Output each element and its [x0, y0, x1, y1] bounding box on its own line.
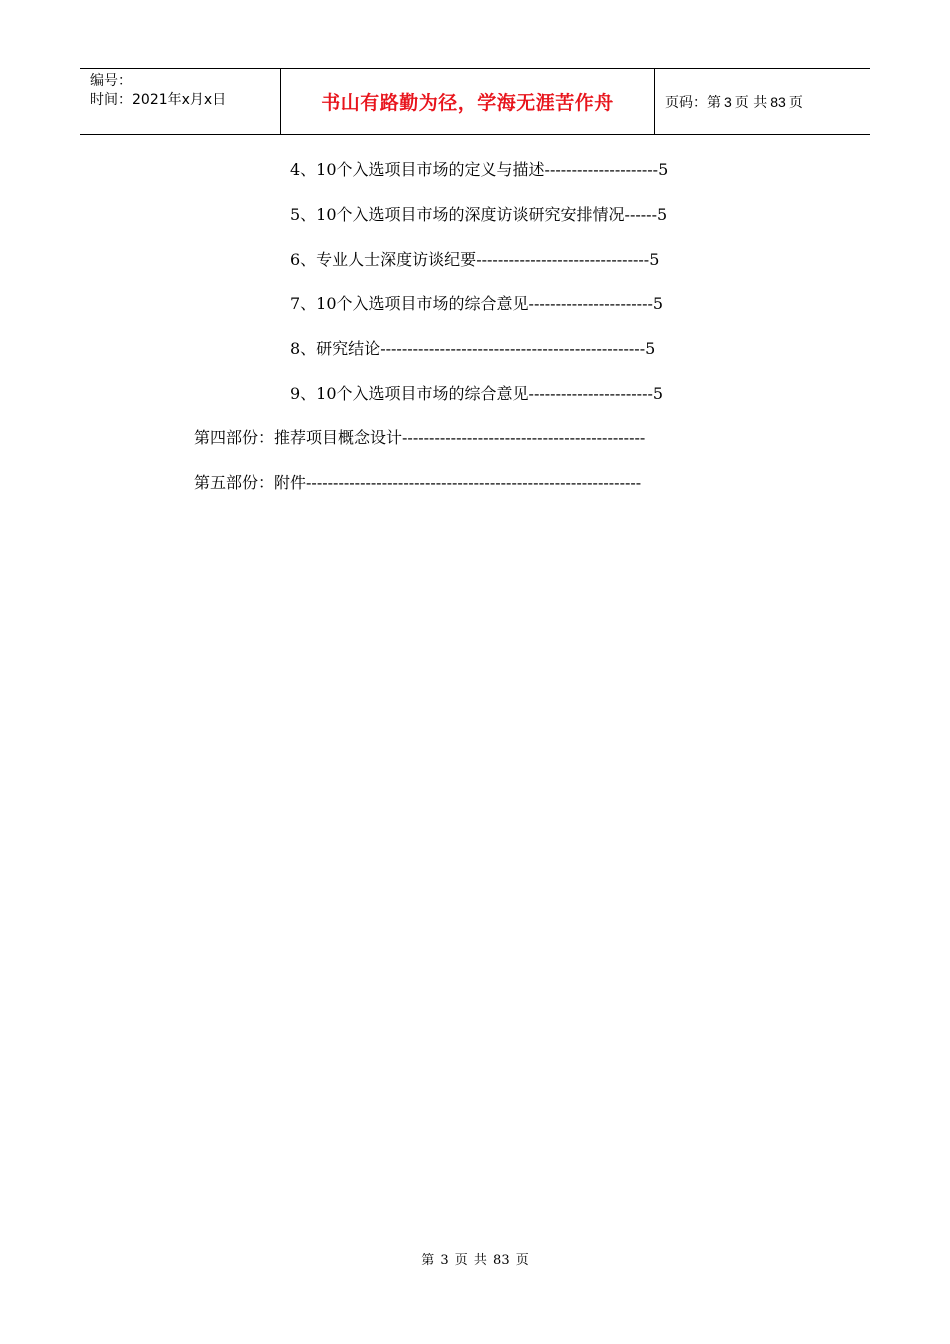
toc-entry-leader: ----------------------- [528, 294, 653, 313]
toc-entry-title: 第五部份：附件 [194, 473, 307, 492]
header-date-label: 时间：2021年x月x日 [90, 92, 227, 108]
toc-entry-page: 5 [658, 160, 669, 179]
toc-entry-page: 5 [652, 384, 664, 403]
toc-entry-title: 第四部份：推荐项目概念设计 [194, 428, 403, 447]
toc-entry-leader: ------ [624, 205, 657, 224]
toc-entry [194, 473, 641, 493]
toc-entry-title: 6、专业人士深度访谈纪要 [290, 250, 477, 269]
toc-entry-title: 4、10个入选项目市场的定义与描述 [290, 160, 545, 179]
header-page-prefix: 页码：第 [665, 94, 721, 111]
toc-entry-page: 5 [652, 294, 664, 313]
toc-entry [194, 428, 645, 448]
header-motto: 书山有路勤为径，学海无涯苦作舟 [281, 69, 655, 134]
toc-entry-leader: ------------------------------------------------- [380, 339, 646, 358]
header-number-label: 编号： [90, 73, 132, 89]
toc-entry [290, 250, 659, 270]
toc-entry-page: 5 [649, 250, 660, 269]
toc-entry-leader: ----------------------- [528, 384, 653, 403]
page-header [80, 68, 870, 135]
toc-entry [290, 160, 668, 180]
toc-entry [290, 384, 663, 404]
toc-entry-page: 5 [645, 339, 656, 358]
header-page-mid: 页 共 [734, 94, 768, 111]
toc-entry-page: 5 [656, 205, 668, 224]
header-page-suffix: 页 [788, 94, 803, 111]
toc-entry [290, 294, 663, 314]
toc-entry-title: 8、研究结论 [290, 339, 381, 358]
toc-entry-title: 5、10个入选项目市场的深度访谈研究安排情况 [290, 205, 625, 224]
toc-entry [290, 339, 655, 359]
page-footer: 第 3 页 共 83 页 [421, 1253, 529, 1268]
toc-entry-leader: --------------------------------------------- [402, 428, 646, 447]
toc-entry-leader: -------------------------------- [476, 250, 650, 269]
toc-entry [290, 205, 667, 225]
header-page-total: 83 [770, 93, 786, 110]
toc-entry-leader: --------------------- [544, 160, 659, 179]
toc-entry-leader: -------------------------------------------------------------- [306, 473, 642, 492]
toc-entry-title: 7、10个入选项目市场的综合意见 [290, 294, 529, 313]
header-page-info [655, 69, 870, 134]
toc-entry-title: 9、10个入选项目市场的综合意见 [290, 384, 529, 403]
header-meta [80, 69, 281, 134]
header-page-number: 3 [724, 93, 732, 110]
